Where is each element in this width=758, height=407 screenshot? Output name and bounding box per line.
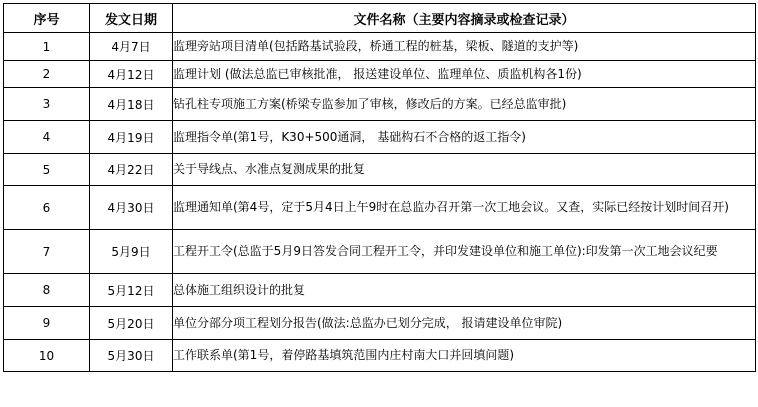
table-row: [4, 121, 756, 154]
cell-name: 钻孔柱专项施工方案(桥梁专监参加了审核，修改后的方案。已经总监审批): [173, 88, 756, 121]
cell-no: 1: [4, 33, 90, 61]
cell-name: 关于导线点、水准点复测成果的批复: [173, 154, 756, 186]
cell-date: 4月30日: [90, 186, 173, 230]
cell-name: 监理通知单(第4号，定于5月4日上午9时在总监办召开第一次工地会议。又查，实际已经按计划时间召开): [173, 186, 756, 230]
header-no: 序号: [4, 4, 90, 33]
cell-no: 8: [4, 274, 90, 307]
cell-no: 2: [4, 61, 90, 88]
header-name: 文件名称（主要内容摘录或检查记录）: [173, 4, 756, 33]
table-row: [4, 274, 756, 307]
cell-no: 6: [4, 186, 90, 230]
cell-no: 3: [4, 88, 90, 121]
cell-name: 监理旁站项目清单(包括路基试验段，桥通工程的桩基，梁板、隧道的支护等): [173, 33, 756, 61]
cell-name: 工程开工令(总监于5月9日答发合同工程开工令，并印发建设单位和施工单位):印发第一次工地会议纪要: [173, 230, 756, 274]
cell-date: 4月7日: [90, 33, 173, 61]
cell-date: 4月12日: [90, 61, 173, 88]
cell-date: 5月12日: [90, 274, 173, 307]
table-row: [4, 307, 756, 340]
cell-date: 5月9日: [90, 230, 173, 274]
cell-no: 7: [4, 230, 90, 274]
table-row: [4, 33, 756, 61]
header-row: [4, 4, 756, 33]
table-row: [4, 154, 756, 186]
cell-date: 4月22日: [90, 154, 173, 186]
table-row: [4, 61, 756, 88]
cell-date: 4月18日: [90, 88, 173, 121]
cell-name: 监理计划 (做法总监已审核批准， 报送建设单位、监理单位、质监机构各1份): [173, 61, 756, 88]
cell-no: 9: [4, 307, 90, 340]
table-row: [4, 230, 756, 274]
table-row: [4, 340, 756, 372]
cell-date: 5月30日: [90, 340, 173, 372]
cell-name: 总体施工组织设计的批复: [173, 274, 756, 307]
table-row: [4, 88, 756, 121]
cell-no: 10: [4, 340, 90, 372]
cell-name: 单位分部分项工程划分报告(做法:总监办已划分完成， 报请建设单位审院): [173, 307, 756, 340]
cell-date: 5月20日: [90, 307, 173, 340]
cell-name: 监理指令单(第1号，K30+500通洞， 基础构石不合格的返工指令): [173, 121, 756, 154]
table-row: [4, 186, 756, 230]
cell-date: 4月19日: [90, 121, 173, 154]
cell-no: 4: [4, 121, 90, 154]
header-date: 发文日期: [90, 4, 173, 33]
document-table: [3, 3, 756, 372]
cell-name: 工作联系单(第1号，着停路基填筑范围内庄村南大口并回填问题): [173, 340, 756, 372]
cell-no: 5: [4, 154, 90, 186]
